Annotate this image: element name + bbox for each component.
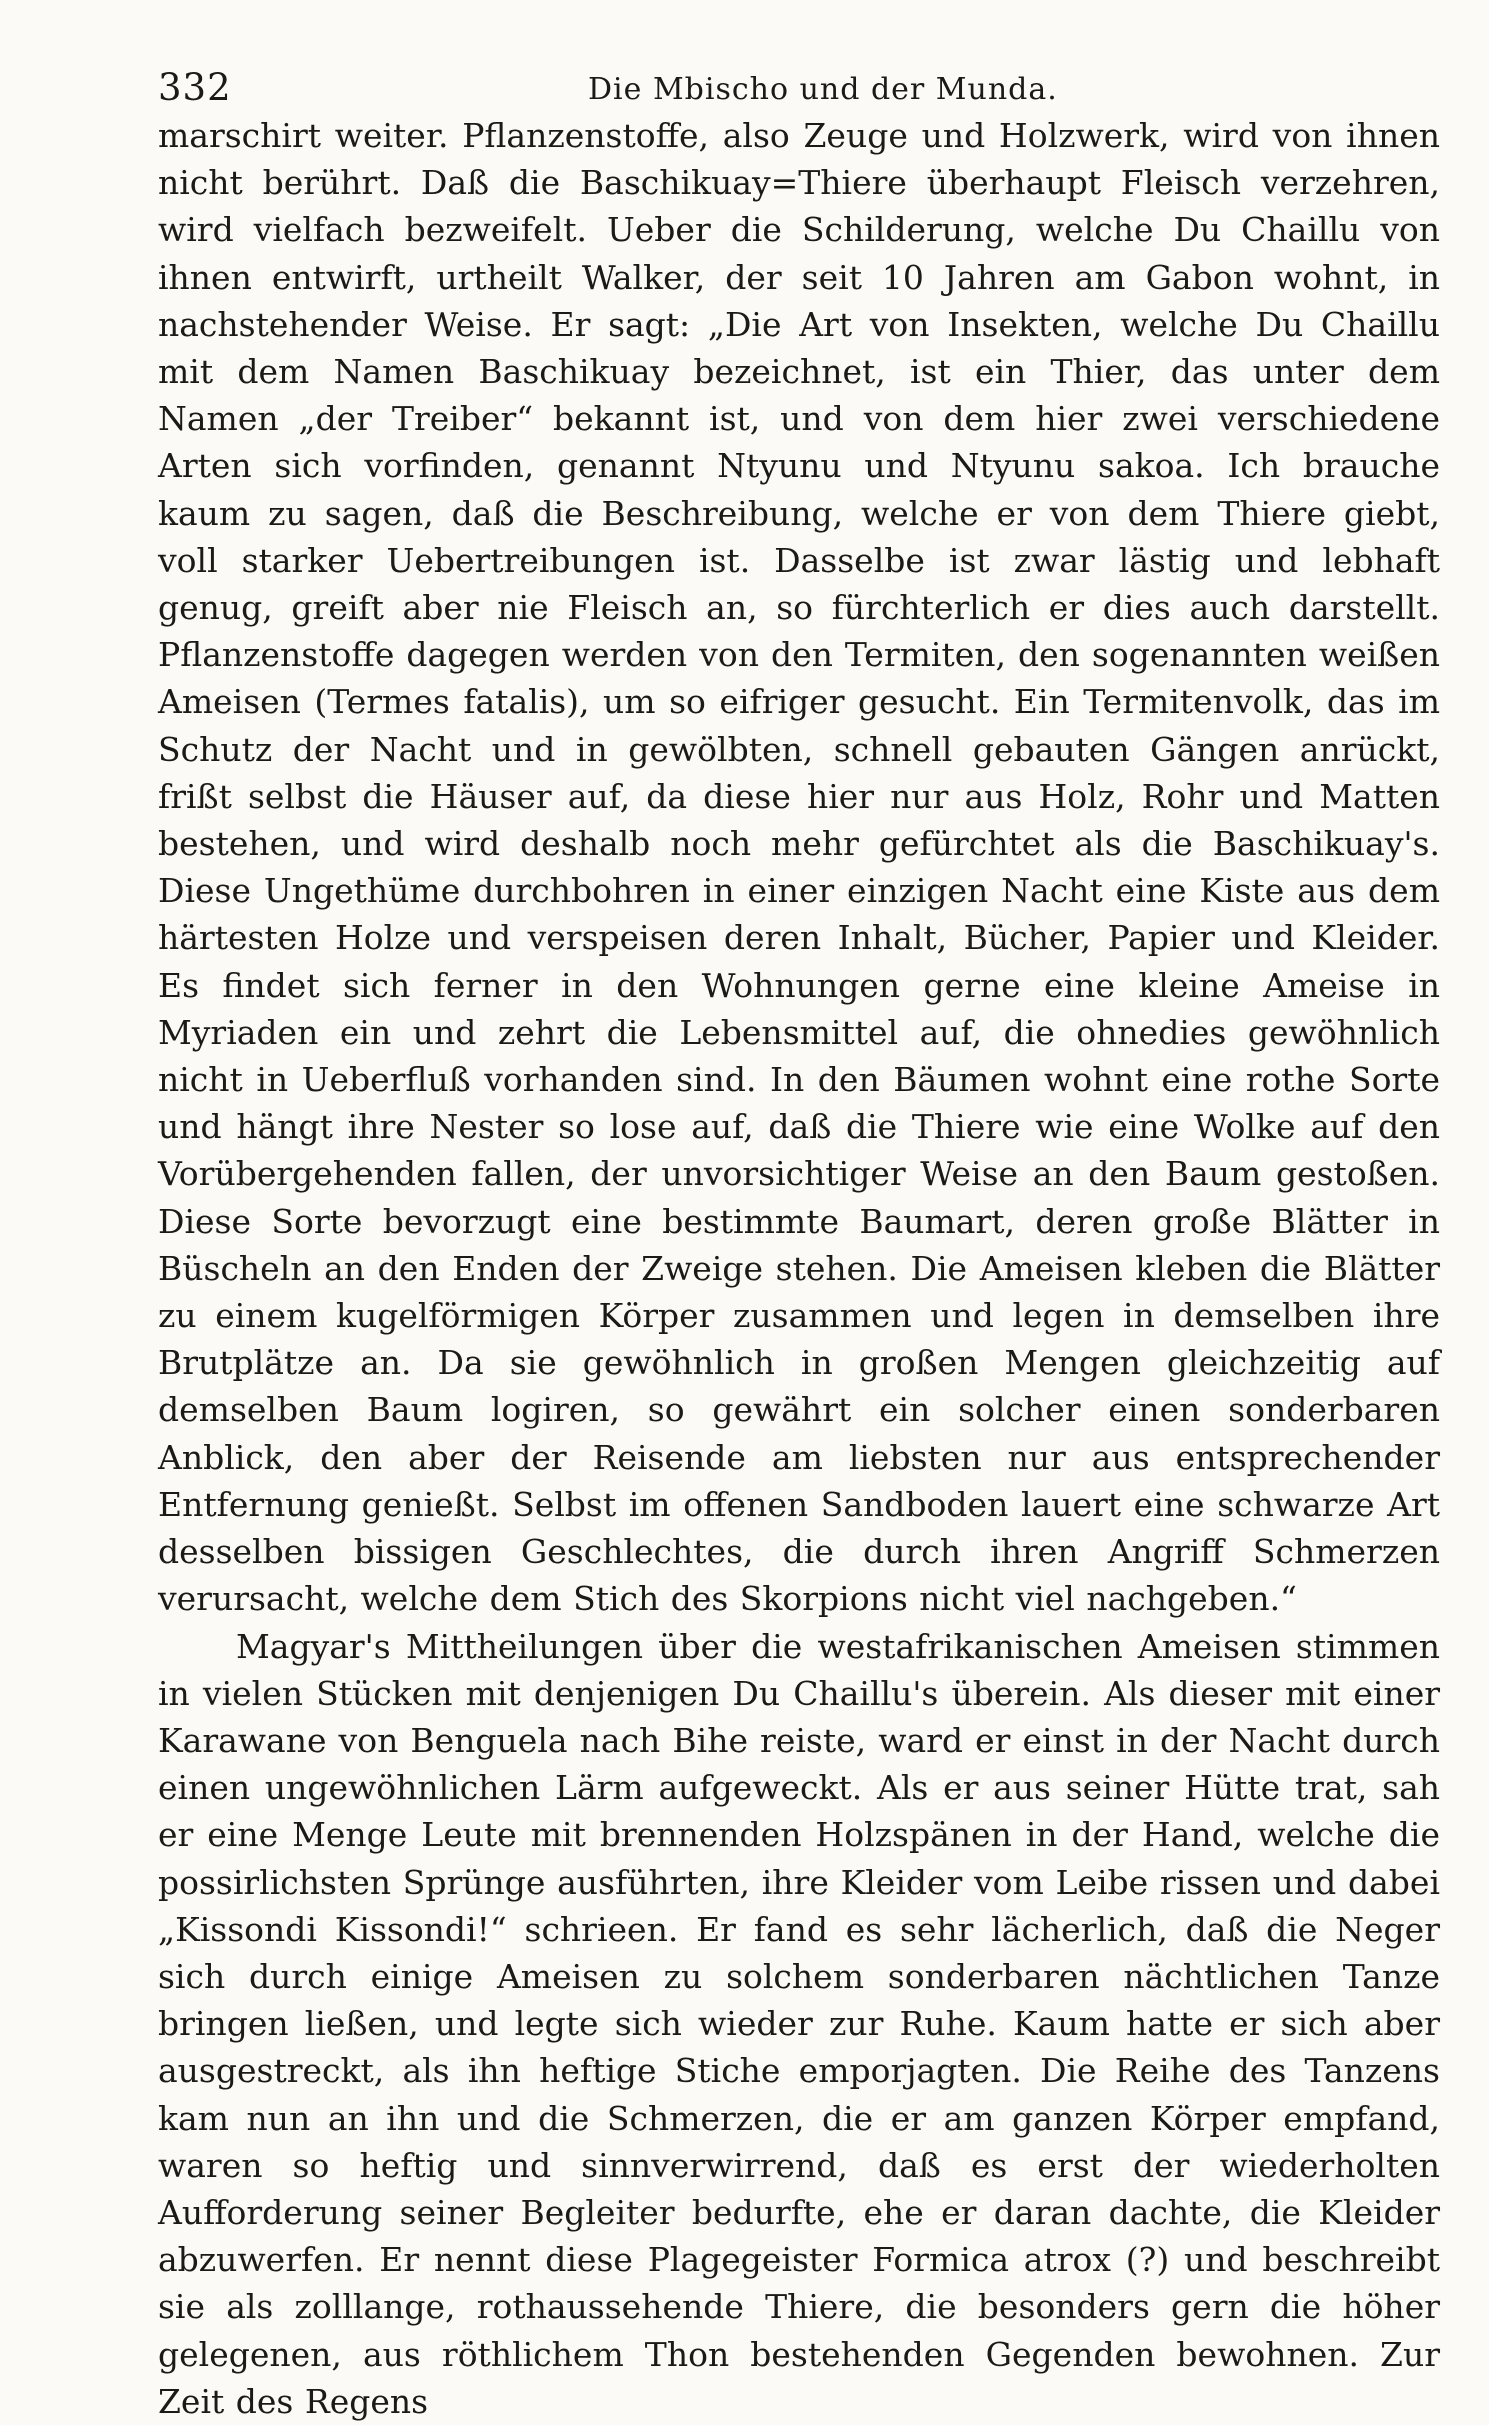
- body-text: [158, 112, 1440, 2425]
- page-header: [158, 58, 1440, 112]
- page-number: 332: [158, 66, 232, 109]
- paragraph-2: Magyar's Mittheilungen über die westafrikanischen Ameisen stimmen in vielen Stücken mit denjenigen Du Chaillu's überein. Als dieser mit einer Karawane von Benguela nach Bihe reiste, ward er einst in der Nacht durch einen ungewöhnlichen Lärm aufgeweckt. Als er aus seiner Hütte trat, sah er eine Menge Leute mit brennenden Holzspänen in der Hand, welche die possirlichsten Sprünge ausführten, ihre Kleider vom Leibe rissen und dabei „Kissondi Kissondi!“ schrieen. Er fand es sehr lächerlich, daß die Neger sich durch einige Ameisen zu solchem sonderbaren nächtlichen Tanze bringen ließen, und legte sich wieder zur Ruhe. Kaum hatte er sich aber ausgestreckt, als ihn heftige Stiche emporjagten. Die Reihe des Tanzens kam nun an ihn und die Schmerzen, die er am ganzen Körper empfand, waren so heftig und sinnverwirrend, daß es erst der wiederholten Aufforderung seiner Begleiter bedurfte, ehe er daran dachte, die Kleider abzuwerfen. Er nennt diese Plagegeister Formica atrox (?) und beschreibt sie als zolllange, rothaussehende Thiere, die besonders gern die höher gelegenen, aus röthlichem Thon bestehenden Gegenden bewohnen. Zur Zeit des Regens: [158, 1626, 1440, 2421]
- book-page: [158, 58, 1440, 2421]
- running-title: Die Mbischo und der Munda.: [588, 72, 1058, 107]
- paragraph-1: marschirt weiter. Pflanzenstoffe, also Zeuge und Holzwerk, wird von ihnen nicht berührt. Daß die Baschikuay=Thiere überhaupt Fleisch verzehren, wird vielfach bezweifelt. Ueber die Schilderung, welche Du Chaillu von ihnen entwirft, urtheilt Walker, der seit 10 Jahren am Gabon wohnt, in nachstehender Weise. Er sagt: „Die Art von Insekten, welche Du Chaillu mit dem Namen Baschikuay bezeichnet, ist ein Thier, das unter dem Namen „der Treiber“ bekannt ist, und von dem hier zwei verschiedene Arten sich vorfinden, genannt Ntyunu und Ntyunu sakoa. Ich brauche kaum zu sagen, daß die Beschreibung, welche er von dem Thiere giebt, voll starker Uebertreibungen ist. Dasselbe ist zwar lästig und lebhaft genug, greift aber nie Fleisch an, so fürchterlich er dies auch darstellt. Pflanzenstoffe dagegen werden von den Termiten, den sogenannten weißen Ameisen (Termes fatalis), um so eifriger gesucht. Ein Termitenvolk, das im Schutz der Nacht und in gewölbten, schnell gebauten Gängen anrückt, frißt selbst die Häuser auf, da diese hier nur aus Holz, Rohr und Matten bestehen, und wird deshalb noch mehr gefürchtet als die Baschikuay's. Diese Ungethüme durchbohren in einer einzigen Nacht eine Kiste aus dem härtesten Holze und verspeisen deren Inhalt, Bücher, Papier und Kleider. Es findet sich ferner in den Wohnungen gerne eine kleine Ameise in Myriaden ein und zehrt die Lebensmittel auf, die ohnedies gewöhnlich nicht in Ueberfluß vorhanden sind. In den Bäumen wohnt eine rothe Sorte und hängt ihre Nester so lose auf, daß die Thiere wie eine Wolke auf den Vorübergehenden fallen, der unvorsichtiger Weise an den Baum gestoßen. Diese Sorte bevorzugt eine bestimmte Baumart, deren große Blätter in Büscheln an den Enden der Zweige stehen. Die Ameisen kleben die Blätter zu einem kugelförmigen Körper zusammen und legen in demselben ihre Brutplätze an. Da sie gewöhnlich in großen Mengen gleichzeitig auf demselben Baum logiren, so gewährt ein solcher einen sonderbaren Anblick, den aber der Reisende am liebsten nur aus entsprechender Entfernung genießt. Selbst im offenen Sandboden lauert eine schwarze Art desselben bissigen Geschlechtes, die durch ihren Angriff Schmerzen verursacht, welche dem Stich des Skorpions nicht viel nachgeben.“: [158, 116, 1440, 1619]
